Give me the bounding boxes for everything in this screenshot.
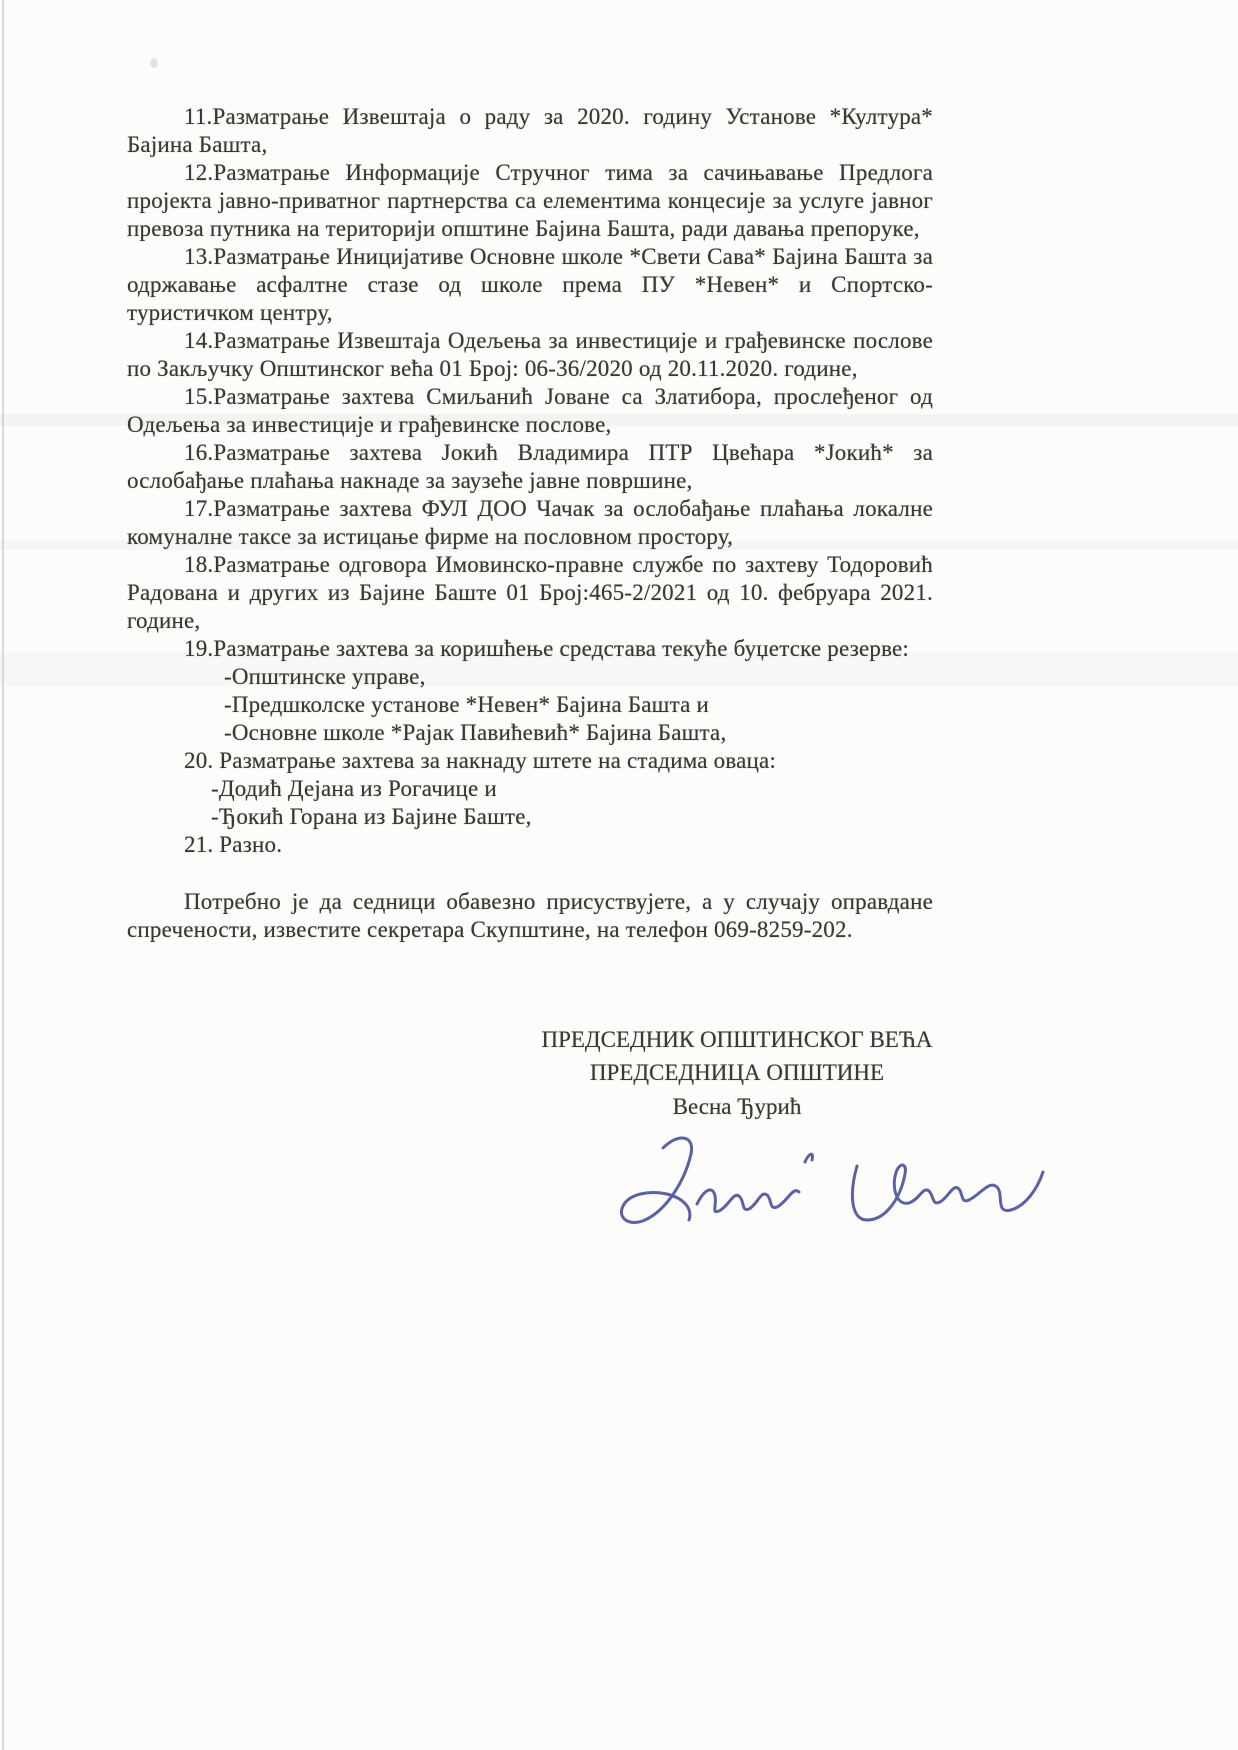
agenda-item-14: 14.Разматрање Извештаја Одељења за инвестиције и грађевинске послове по Закључку Општинског већа 01 Број: 06-36/2020 од 20.11.2020. године,	[127, 328, 933, 381]
signature-name: Весна Ђурић	[672, 1094, 802, 1119]
signature-block	[537, 1023, 937, 1125]
scan-edge-artifact	[2, 0, 4, 1750]
agenda-item-13: 13.Разматрање Иницијативе Основне школе *Свети Сава* Бајина Башта за одржавање асфалтне стазе од школе према ПУ *Невен* и Спортско-туристичком центру,	[127, 244, 933, 325]
agenda-item-20: 20. Разматрање захтева за накнаду штете на стадима оваца:	[184, 748, 777, 773]
agenda-text-column	[127, 103, 933, 944]
agenda-item-19-sub-1: -Општинске управе,	[224, 664, 426, 689]
agenda-item-21: 21. Разно.	[184, 832, 283, 857]
agenda-item-19-sub-2: -Предшколске установе *Невен* Бајина Башта и	[224, 692, 709, 717]
agenda-item-18: 18.Разматрање одговора Имовинско-правне службе по захтеву Тодоровић Радована и других из Бајине Баште 01 Број:465-2/2021 од 10. фебруара 2021. године,	[127, 552, 933, 633]
handwritten-signature	[605, 1128, 1045, 1238]
agenda-item-17: 17.Разматрање захтева ФУЛ ДОО Чачак за ослобађање плаћања локалне комуналне таксе за истицање фирме на пословном простору,	[127, 496, 933, 549]
signature-title-line2: ПРЕДСЕДНИЦА ОПШТИНЕ	[589, 1060, 885, 1085]
agenda-item-11: 11.Разматрање Извештаја о раду за 2020. годину Установе *Култура* Бајина Башта,	[127, 104, 933, 157]
agenda-item-19-sub-3: -Основне школе *Рајак Павићевић* Бајина Башта,	[224, 720, 727, 745]
signature-title-line1: ПРЕДСЕДНИК ОПШТИНСКОГ ВЕЋА	[541, 1027, 933, 1052]
scan-speck-artifact	[150, 58, 158, 68]
agenda-item-19: 19.Разматрање захтева за коришћење средстава текуће буџетске резерве:	[184, 636, 910, 661]
agenda-item-16: 16.Разматрање захтева Јокић Владимира ПТР Цвећара *Јокић* за ослобађање плаћања накнаде за заузеће јавне површине,	[127, 440, 933, 493]
agenda-item-12: 12.Разматрање Информације Стручног тима за сачињавање Предлога пројекта јавно-приватног партнерства са елементима концесије за услуге јавног превоза путника на територији општине Бајина Башта, ради давања препоруке,	[127, 160, 933, 241]
closing-paragraph: Потребно је да седници обавезно присуствујете, а у случају оправдане спречености, известите секретара Скупштине, на телефон 069-8259-202.	[127, 889, 933, 942]
agenda-item-20-sub-2: -Ђокић Горана из Бајине Баште,	[211, 804, 532, 829]
agenda-item-20-sub-1: -Додић Дејана из Рогачице и	[211, 776, 497, 801]
agenda-item-15: 15.Разматрање захтева Смиљанић Јоване са Златибора, прослеђеног од Одељења за инвестиције и грађевинске послове,	[127, 384, 933, 437]
